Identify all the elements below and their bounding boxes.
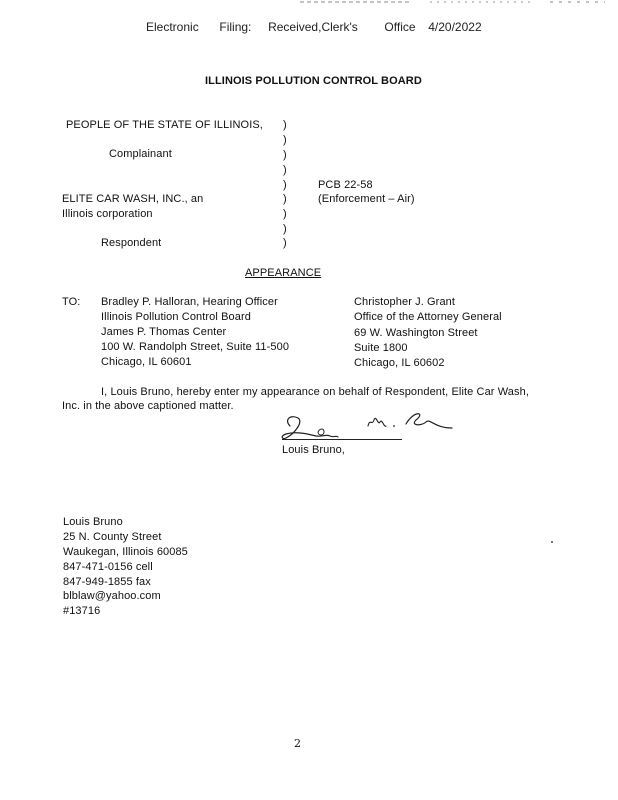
filing-office: Office [384,20,416,34]
filing-header [146,20,482,34]
caption-plaintiff: PEOPLE OF THE STATE OF ILLINOIS, [66,119,263,131]
caption-defendant-line2: Illinois corporation [62,208,153,220]
scan-artifact [300,0,610,4]
caption-defendant-role: Respondent [101,237,162,249]
recipient-left-line: Chicago, IL 60601 [101,356,192,368]
attorney-line: blblaw@yahoo.com [63,590,161,602]
recipient-right-line: 69 W. Washington Street [354,327,478,339]
body-line-1: I, Louis Bruno, hereby enter my appearance on behalf of Respondent, Elite Car Wash, [101,386,529,398]
recipient-right-line: Office of the Attorney General [354,311,502,323]
recipient-left-line: 100 W. Randolph Street, Suite 11-500 [101,341,290,353]
recipient-left-line: Bradley P. Halloran, Hearing Officer [101,296,278,308]
caption-defendant-line1: ELITE CAR WASH, INC., an [62,193,204,205]
filing-received: Received,Clerk's [268,20,358,34]
caption-bracket: ) [283,134,287,146]
attorney-line: #13716 [63,605,101,617]
caption-bracket: ) [283,149,287,161]
filing-electronic: Electronic [146,20,199,34]
caption-bracket: ) [283,179,287,191]
caption-plaintiff-role: Complainant [109,148,172,160]
case-number: PCB 22-58 [318,179,373,191]
doc-title: APPEARANCE [245,267,322,279]
body-line-2: Inc. in the above captioned matter. [62,400,234,412]
board-title: ILLINOIS POLLUTION CONTROL BOARD [205,75,422,87]
recipient-left-line: James P. Thomas Center [101,326,227,338]
caption-bracket: ) [283,208,287,220]
filing-date: 4/20/2022 [428,20,482,34]
to-label: TO: [62,296,81,308]
recipient-right-line: Christopher J. Grant [354,296,456,308]
attorney-line: Louis Bruno [63,516,123,528]
signature-line [282,439,402,440]
caption-bracket: ) [283,237,287,249]
recipient-right-line: Suite 1800 [354,342,408,354]
caption-bracket: ) [283,223,287,235]
attorney-line: 847-949-1855 fax [63,576,151,588]
case-type: (Enforcement – Air) [318,193,415,205]
signature-name: Louis Bruno, [282,444,345,456]
caption-bracket: ) [283,119,287,131]
scan-speck [551,541,553,543]
attorney-line: 25 N. County Street [63,531,162,543]
attorney-line: Waukegan, Illinois 60085 [63,546,188,558]
page-number: 2 [294,737,301,750]
recipient-right-line: Chicago, IL 60602 [354,357,445,369]
caption-bracket: ) [283,164,287,176]
attorney-line: 847-471-0156 cell [63,561,153,573]
filing-filing: Filing: [219,20,252,34]
recipient-left-line: Illinois Pollution Control Board [101,311,251,323]
caption-bracket: ) [283,193,287,205]
